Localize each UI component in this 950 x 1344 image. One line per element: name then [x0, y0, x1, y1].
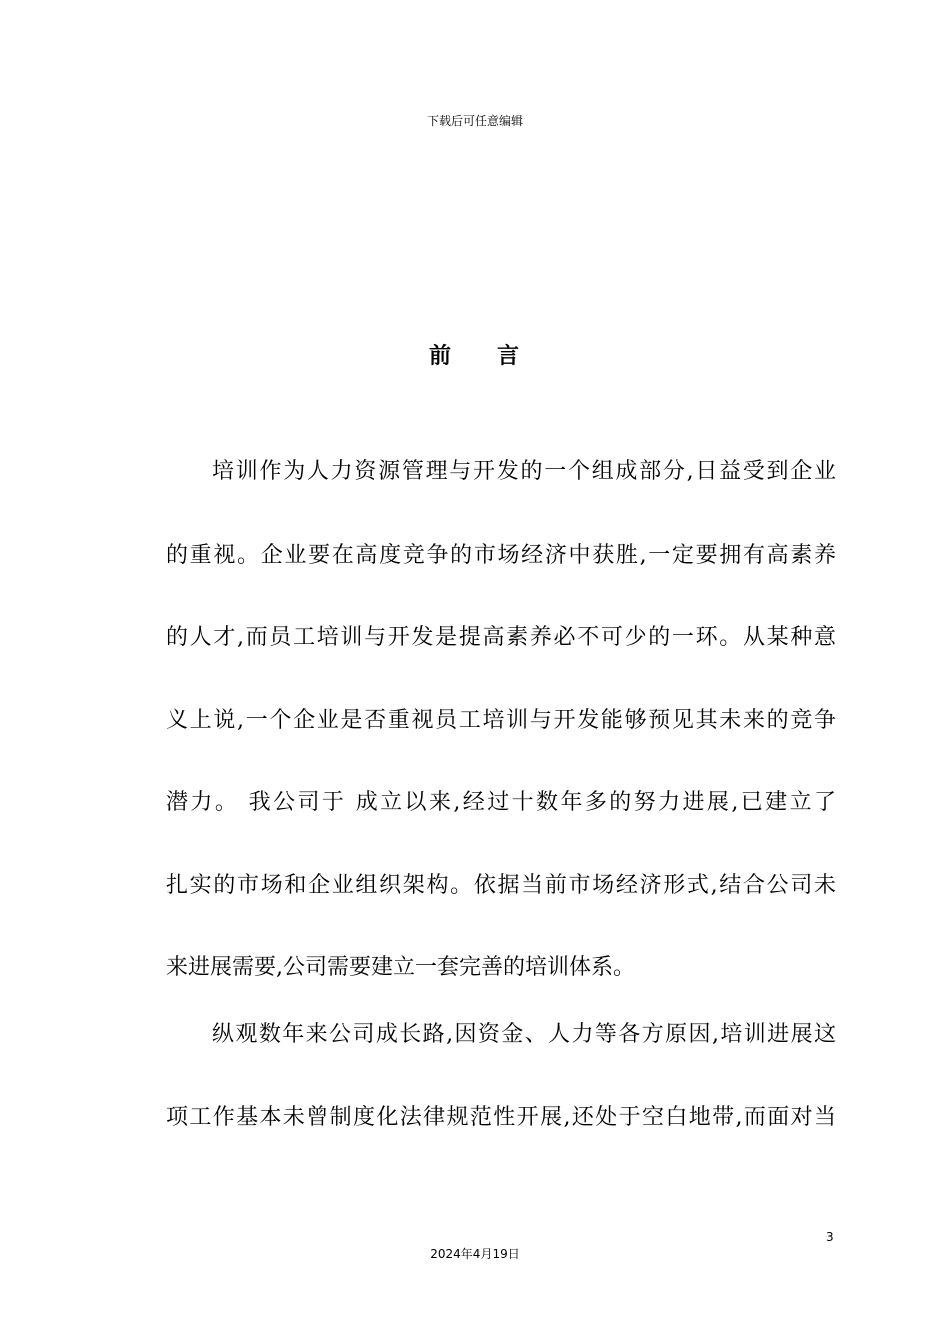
paragraph-line: 的人才,而员工培训与开发是提高素养必不可少的一环。从某种意 — [166, 625, 836, 650]
paragraph-line: 义上说,一个企业是否重视员工培训与开发能够预见其未来的竞争 — [166, 708, 836, 733]
title-part-1: 前 — [428, 343, 453, 369]
paragraph-line: 项工作基本未曾制度化法律规范性开展,还处于空白地带,而面对当 — [166, 1105, 836, 1130]
header-note: 下载后可任意编辑 — [426, 114, 523, 128]
page-number: 3 — [826, 1230, 834, 1244]
paragraph-line: 潜力。 我公司于 成立以来,经过十数年多的努力进展,已建立了 — [166, 790, 836, 815]
footer-date: 2024年4月19日 — [430, 1247, 520, 1261]
paragraph-line: 培训作为人力资源管理与开发的一个组成部分,日益受到企业 — [212, 459, 836, 484]
paragraph-line: 纵观数年来公司成长路,因资金、人力等各方原因,培训进展这 — [212, 1022, 836, 1047]
paragraph-line: 的重视。企业要在高度竞争的市场经济中获胜,一定要拥有高素养 — [166, 543, 836, 568]
paragraph-line: 来进展需要,公司需要建立一套完善的培训体系。 — [166, 955, 635, 980]
page-title — [0, 340, 950, 372]
title-part-2: 言 — [497, 343, 522, 369]
paragraph-line: 扎实的市场和企业组织架构。依据当前市场经济形式,结合公司未 — [166, 873, 836, 898]
